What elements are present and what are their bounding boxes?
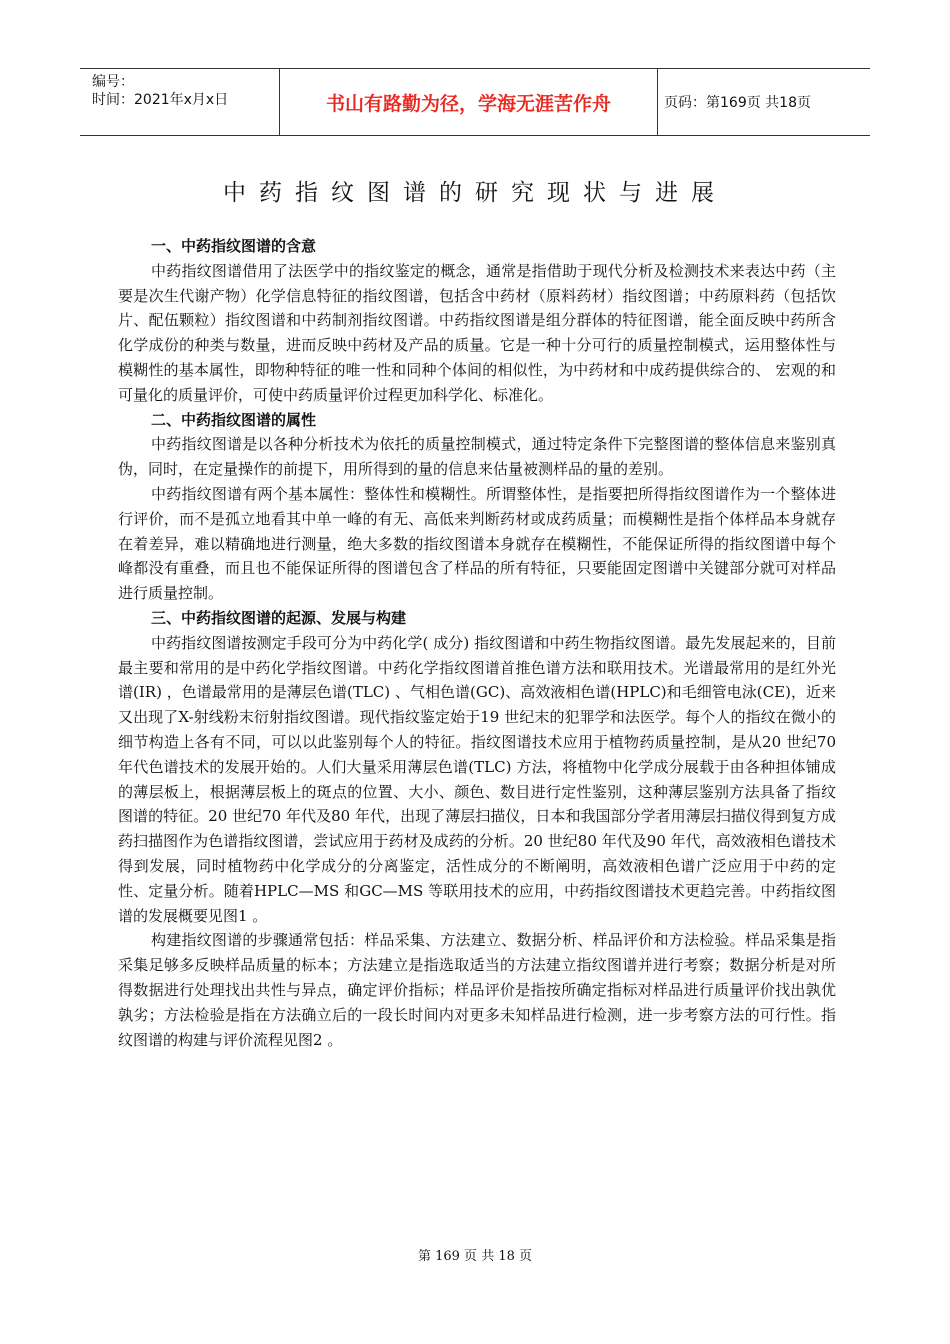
header-left-cell xyxy=(80,69,280,135)
paragraph: 中药指纹图谱按测定手段可分为中药化学( 成分) 指纹图谱和中药生物指纹图谱。最先发展起来的，目前最主要和常用的是中药化学指纹图谱。中药化学指纹图谱首推色谱方法和联用技术。光谱最常用的是红外光谱(IR) ，色谱最常用的是薄层色谱(TLC) 、气相色谱(GC)、高效液相色谱(HPLC)和毛细管电泳(CE)，近来又出现了X-射线粉末衍射指纹图谱。现代指纹鉴定始于19 世纪末的犯罪学和法医学。每个人的指纹在微小的细节构造上各有不同，可以以此鉴别每个人的特征。指纹图谱技术应用于植物药质量控制，是从20 世纪70 年代色谱技术的发展开始的。人们大量采用薄层色谱(TLC) 方法，将植物中化学成分展载于由各种担体铺成的薄层板上，根据薄层板上的斑点的位置、大小、颜色、数目进行定性鉴别，这种薄层鉴别方法具备了指纹图谱的特征。20 世纪70 年代及80 年代，出现了薄层扫描仪，日本和我国部分学者用薄层扫描仪得到复方成药扫描图作为色谱指纹图谱，尝试应用于药材及成药的分析。20 世纪80 年代及90 年代，高效液相色谱技术得到发展，同时植物药中化学成分的分离鉴定，活性成分的不断阐明，高效液相色谱广泛应用于中药的定性、定量分析。随着HPLC—MS 和GC—MS 等联用技术的应用，中药指纹图谱技术更趋完善。中药指纹图谱的发展概要见图1 。 xyxy=(118,633,836,925)
section-heading: 三、中药指纹图谱的起源、发展与构建 xyxy=(151,608,407,627)
date-label: 时间：2021年x月x日 xyxy=(92,92,229,108)
doc-number-label: 编号： xyxy=(92,74,134,90)
header-table xyxy=(80,68,870,136)
paragraph: 中药指纹图谱有两个基本属性：整体性和模糊性。所谓整体性，是指要把所得指纹图谱作为一个整体进行评价，而不是孤立地看其中单一峰的有无、高低来判断药材或成药质量；而模糊性是指个体样品本身就存在着差异，难以精确地进行测量，绝大多数的指纹图谱本身就存在模糊性，不能保证所得的指纹图谱中每个峰都没有重叠，而且也不能保证所得的图谱包含了样品的所有特征，只要能固定图谱中关键部分就可对样品进行质量控制。 xyxy=(118,484,836,603)
header-page-cell xyxy=(658,69,870,135)
paragraph: 构建指纹图谱的步骤通常包括：样品采集、方法建立、数据分析、样品评价和方法检验。样品采集是指采集足够多反映样品质量的标本；方法建立是指选取适当的方法建立指纹图谱并进行考察；数据分析是对所得数据进行处理找出共性与异点，确定评价指标；样品评价是指按所确定指标对样品进行质量评价找出孰优孰劣；方法检验是指在方法确立后的一段长时间内对更多未知样品进行检测，进一步考察方法的可行性。指纹图谱的构建与评价流程见图2 。 xyxy=(118,931,836,1049)
section-heading: 二、中药指纹图谱的属性 xyxy=(151,410,317,429)
section-heading: 一、中药指纹图谱的含意 xyxy=(151,237,317,255)
page-footer: 第 169 页 共 18 页 xyxy=(417,1249,533,1264)
paragraph: 中药指纹图谱借用了法医学中的指纹鉴定的概念，通常是指借助于现代分析及检测技术来表达中药（主要是次生代谢产物）化学信息特征的指纹图谱，包括含中药材（原料药材）指纹图谱；中药原料药（包括饮片、配伍颗粒）指纹图谱和中药制剂指纹图谱。中药指纹图谱是组分群体的特征图谱，能全面反映中药所含化学成份的种类与数量，进而反映中药材及产品的质量。它是一种十分可行的质量控制模式，运用整体性与模糊性的基本属性，即物种特征的唯一性和同种个体间的相似性，为中药材和中成药提供综合的、 宏观的和可量化的质量评价，可使中药质量评价过程更加科学化、标准化。 xyxy=(118,261,836,404)
paragraph: 中药指纹图谱是以各种分析技术为依托的质量控制模式，通过特定条件下完整图谱的整体信息来鉴别真伪，同时，在定量操作的前提下，用所得到的量的信息来估量被测样品的量的差别。 xyxy=(118,435,836,479)
document-body xyxy=(118,234,836,1052)
header-motto-cell xyxy=(280,69,658,135)
page-info: 页码：第169页 共18页 xyxy=(664,95,811,111)
document-title: 中药指纹图谱的研究现状与进展 xyxy=(223,180,727,206)
motto-text: 书山有路勤为径，学海无涯苦作舟 xyxy=(325,92,611,115)
